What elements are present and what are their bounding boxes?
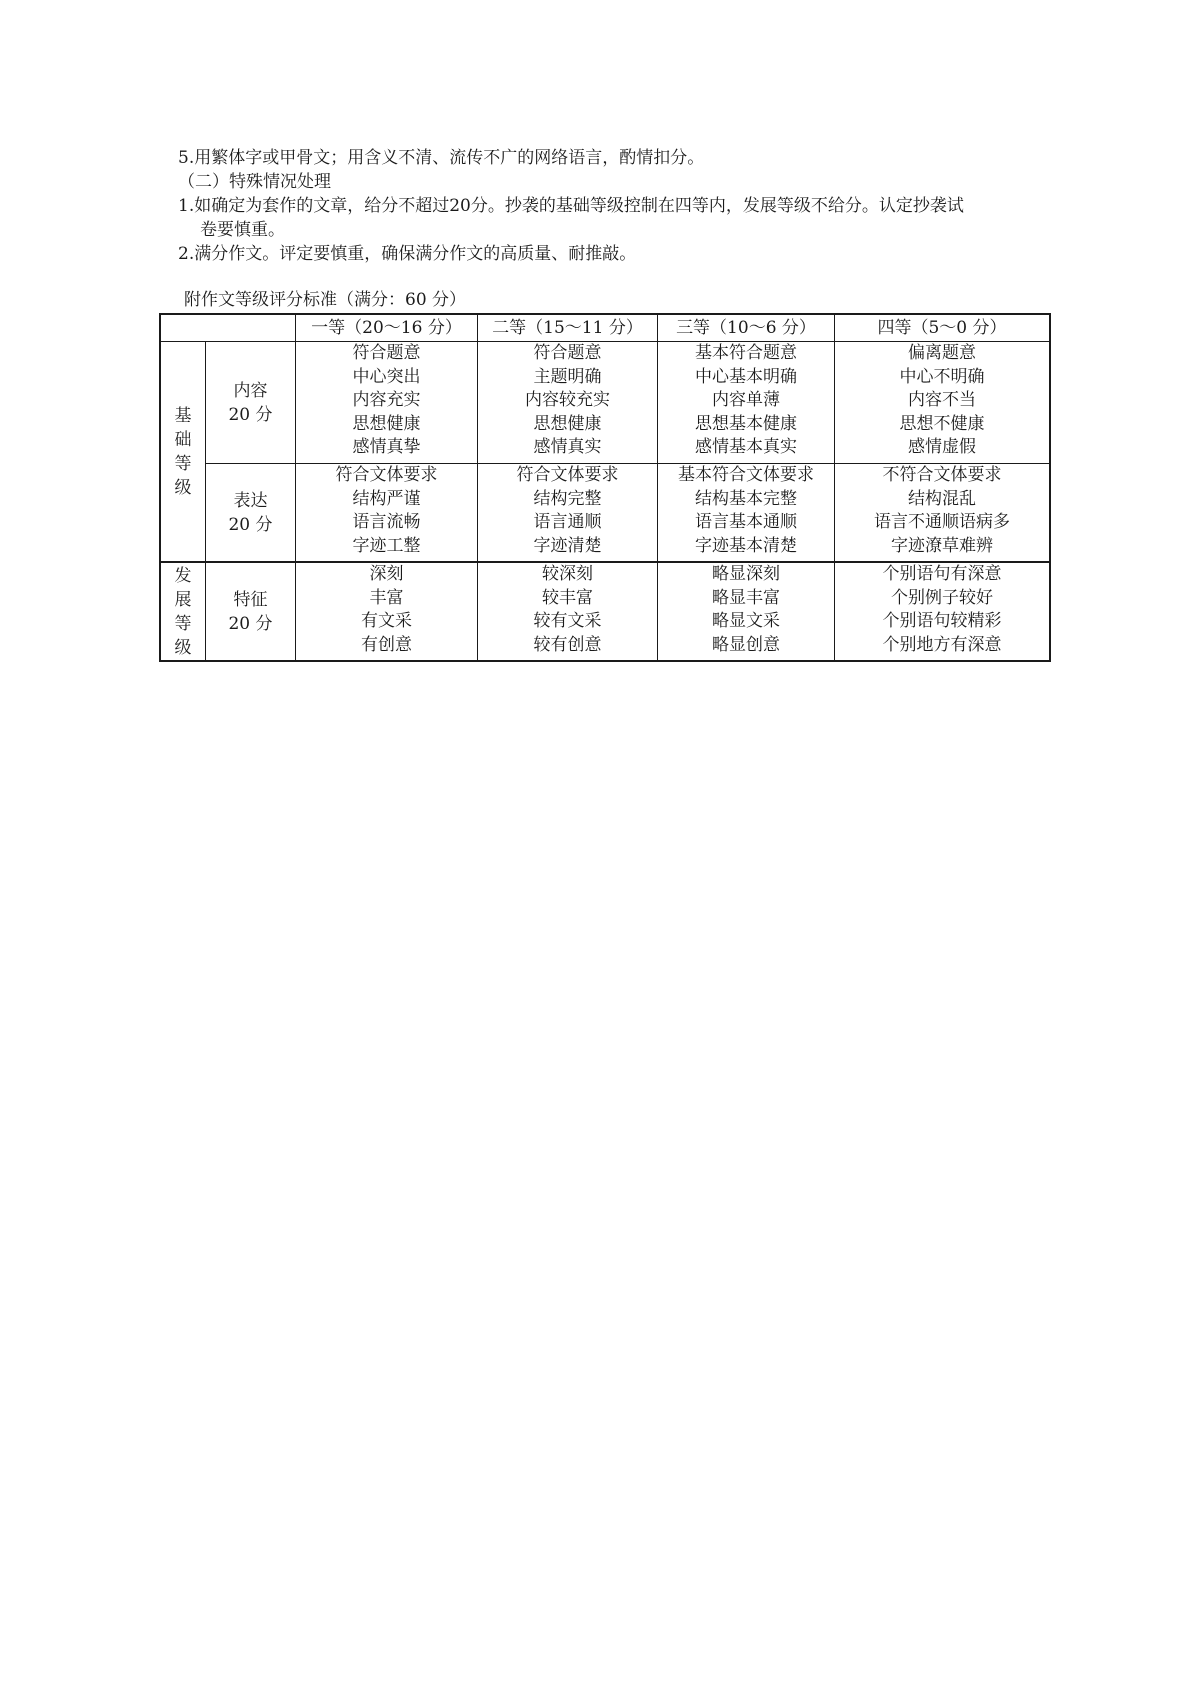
group-label-basic: [161, 342, 206, 563]
table-cell: [478, 562, 658, 661]
criterion-text: 偏离题意: [908, 343, 976, 363]
criterion-text: 结构完整: [533, 488, 602, 509]
table-cell: [478, 342, 658, 464]
criterion-text: 感情虚假: [908, 437, 976, 458]
group-label-char: 等: [174, 613, 192, 634]
criterion-text: 语言流畅: [352, 512, 421, 533]
table-header-row: [161, 315, 1050, 342]
group-label-char: 基: [174, 405, 192, 426]
group-label-char: 级: [174, 477, 192, 498]
criterion-text: 结构混乱: [908, 488, 976, 509]
criterion-text: 字迹基本清楚: [695, 535, 797, 556]
criterion-text: 有文采: [361, 611, 412, 632]
table-caption: 附作文等级评分标准（满分：60 分）: [184, 290, 467, 310]
criterion-text: 中心基本明确: [695, 366, 797, 387]
grading-standard-table: [160, 314, 1050, 661]
table-cell: [835, 464, 1050, 563]
criterion-text: 中心突出: [352, 366, 421, 387]
row-label-content: [206, 342, 296, 464]
criterion-text: 思想不健康: [899, 413, 985, 434]
criterion-text: 个别地方有深意: [882, 634, 1002, 655]
header-grade-3: 三等（10～6 分）: [658, 315, 835, 342]
header-grade-1: 一等（20～16 分）: [296, 315, 478, 342]
criterion-text: 字迹清楚: [533, 535, 602, 556]
criterion-text: 较有创意: [533, 634, 602, 655]
criterion-text: 内容不当: [908, 390, 976, 411]
table-cell: [658, 464, 835, 563]
criterion-text: 符合文体要求: [516, 465, 619, 485]
group-label-char: 级: [174, 637, 192, 658]
criterion-text: 较丰富: [542, 587, 593, 608]
criterion-text: 丰富: [369, 587, 404, 608]
table-cell: [296, 464, 478, 563]
table-row-content: [161, 342, 1050, 464]
criterion-text: 较深刻: [542, 564, 593, 584]
criterion-text: 不符合文体要求: [882, 465, 1002, 485]
paragraph-5: 5.用繁体字或甲骨文；用含义不清、流传不广的网络语言，酌情扣分。: [178, 148, 705, 168]
criterion-text: 略显文采: [712, 611, 780, 632]
section-heading-special-cases: （二）特殊情况处理: [178, 172, 331, 192]
criterion-text: 个别语句有深意: [882, 564, 1002, 584]
criterion-text: 内容充实: [352, 390, 421, 411]
criterion-text: 结构严谨: [352, 488, 421, 509]
criterion-text: 语言基本通顺: [695, 512, 797, 533]
special-case-1-line-1: 1.如确定为套作的文章，给分不超过20分。抄袭的基础等级控制在四等内，发展等级不给分。认定抄袭试: [178, 196, 964, 216]
criterion-text: 深刻: [369, 564, 404, 584]
special-case-1-line-2: 卷要慎重。: [200, 220, 285, 240]
criterion-text: 略显深刻: [712, 564, 780, 584]
criterion-text: 中心不明确: [899, 366, 985, 387]
criterion-text: 思想基本健康: [695, 413, 797, 434]
criterion-text: 主题明确: [533, 366, 602, 387]
criterion-text: 个别语句较精彩: [882, 611, 1002, 632]
row-label-score: 20 分: [228, 404, 273, 425]
criterion-text: 语言不通顺语病多: [874, 512, 1010, 533]
criterion-text: 感情真挚: [352, 437, 421, 458]
header-grade-2: 二等（15～11 分）: [478, 315, 658, 342]
criterion-text: 略显创意: [712, 634, 780, 655]
row-label-name: 表达: [233, 490, 268, 511]
row-label-name: 特征: [233, 589, 268, 610]
criterion-text: 有创意: [361, 634, 412, 655]
group-label-char: 发: [174, 565, 192, 586]
header-grade-4: 四等（5～0 分）: [835, 315, 1050, 342]
table-cell: [835, 342, 1050, 464]
row-label-score: 20 分: [228, 514, 273, 535]
table-cell: [835, 562, 1050, 661]
group-label-char: 础: [174, 429, 192, 450]
group-label-development: [161, 562, 206, 661]
criterion-text: 结构基本完整: [695, 488, 797, 509]
criterion-text: 符合题意: [352, 343, 421, 363]
criterion-text: 语言通顺: [533, 512, 602, 533]
group-label-char: 等: [174, 453, 192, 474]
criterion-text: 思想健康: [352, 413, 421, 434]
criterion-text: 基本符合题意: [695, 343, 797, 363]
criterion-text: 字迹工整: [352, 535, 421, 556]
row-label-score: 20 分: [228, 613, 273, 634]
row-label-features: [206, 562, 296, 661]
criterion-text: 略显丰富: [712, 587, 780, 608]
criterion-text: 内容较充实: [525, 390, 610, 411]
table-cell: [658, 342, 835, 464]
criterion-text: 字迹潦草难辨: [891, 535, 993, 556]
table-row-features: [161, 562, 1050, 661]
header-corner-cell: [161, 315, 296, 342]
criterion-text: 符合题意: [533, 343, 602, 363]
criterion-text: 内容单薄: [712, 390, 780, 411]
criterion-text: 感情真实: [533, 437, 602, 458]
row-label-name: 内容: [233, 380, 268, 401]
special-case-2: 2.满分作文。评定要慎重，确保满分作文的高质量、耐推敲。: [178, 244, 637, 264]
table-cell: [478, 464, 658, 563]
criterion-text: 个别例子较好: [891, 587, 993, 608]
table-row-expression: [161, 464, 1050, 563]
table-cell: [658, 562, 835, 661]
criterion-text: 基本符合文体要求: [678, 465, 814, 485]
criterion-text: 符合文体要求: [335, 465, 438, 485]
group-label-char: 展: [174, 589, 192, 610]
criterion-text: 感情基本真实: [695, 437, 797, 458]
criterion-text: 思想健康: [533, 413, 602, 434]
table-cell: [296, 342, 478, 464]
table-cell: [296, 562, 478, 661]
criterion-text: 较有文采: [533, 611, 602, 632]
row-label-expression: [206, 464, 296, 563]
